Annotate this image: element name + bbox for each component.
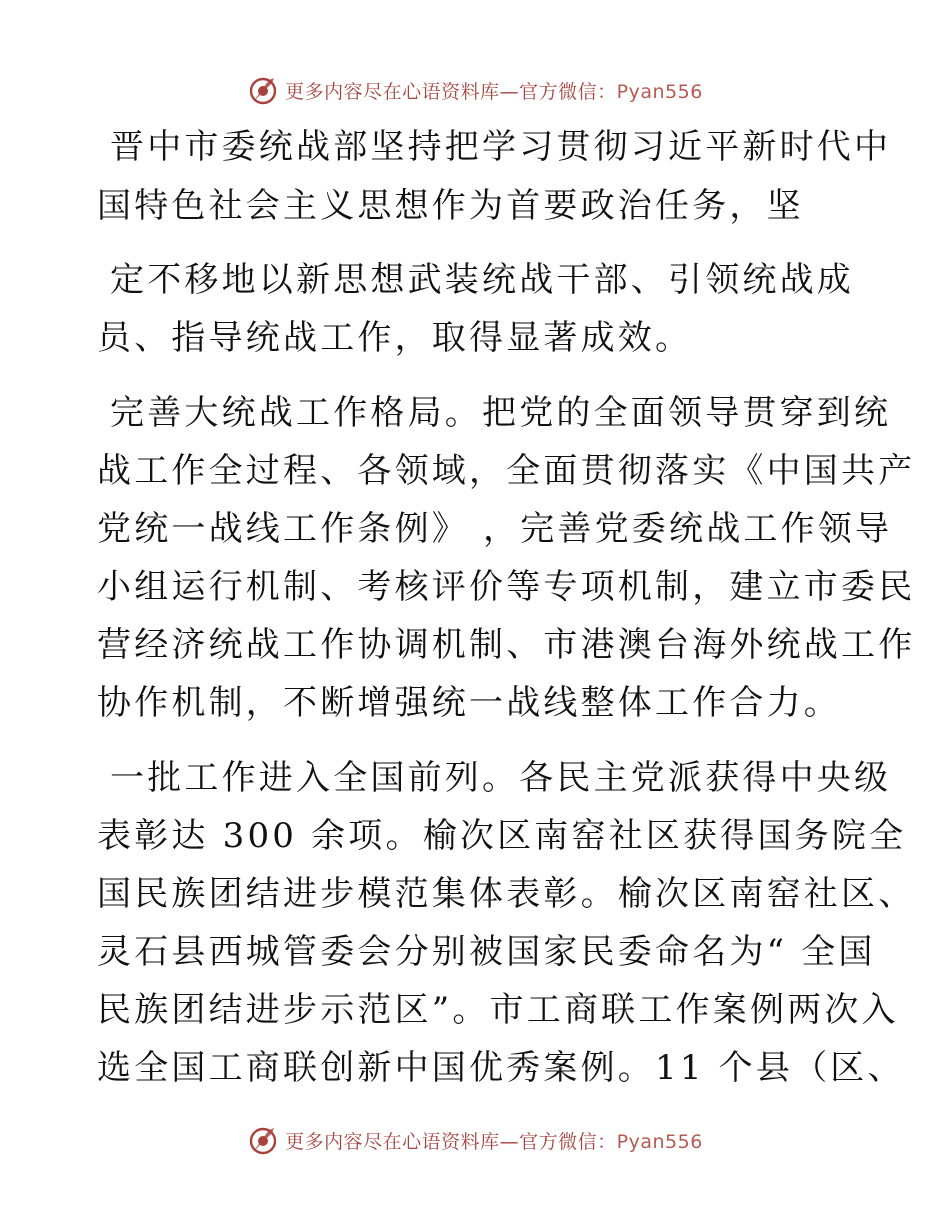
text-line: 晋中市委统战部坚持把学习贯彻习近平新时代中 bbox=[110, 127, 892, 167]
text-line: 协作机制，不断增强统一战线整体工作合力。 bbox=[97, 683, 841, 723]
feather-seal-logo-icon bbox=[247, 1124, 279, 1156]
footer-watermark bbox=[0, 1120, 950, 1160]
text-line: 战工作全过程、各领域，全面贯彻落实《中国共产 bbox=[97, 451, 916, 491]
feather-seal-logo-icon bbox=[247, 74, 279, 106]
text-line: 民族团结进步示范区”。市工商联工作案例两次入 bbox=[97, 990, 899, 1030]
text-line: 定不移地以新思想武装统战干部、引领统战成 bbox=[110, 260, 854, 300]
text-line: 党统一战线工作条例》 ，完善党委统战工作领导 bbox=[97, 509, 893, 549]
text-line: 完善大统战工作格局。把党的全面领导贯穿到统 bbox=[110, 393, 892, 433]
text-line: 灵石县西城管委会分别被国家民委命名为“ 全国 bbox=[97, 932, 876, 972]
text-line: 一批工作进入全国前列。各民主党派获得中央级 bbox=[110, 758, 892, 798]
text-line: 表彰达 300 余项。榆次区南窑社区获得国务院全 bbox=[97, 816, 907, 856]
text-line: 国特色社会主义思想作为首要政治任务，坚 bbox=[97, 186, 804, 226]
header-watermark bbox=[0, 70, 950, 110]
watermark-text: 更多内容尽在心语资料库—官方微信：Pyan556 bbox=[285, 80, 703, 103]
text-line: 小组运行机制、考核评价等专项机制，建立市委民 bbox=[97, 567, 916, 607]
text-line: 营经济统战工作协调机制、市港澳台海外统战工作 bbox=[97, 625, 916, 665]
text-line: 选全国工商联创新中国优秀案例。11 个县（区、 bbox=[97, 1048, 905, 1088]
watermark-text: 更多内容尽在心语资料库—官方微信：Pyan556 bbox=[285, 1130, 703, 1153]
text-line: 国民族团结进步模范集体表彰。榆次区南窑社区、 bbox=[97, 874, 916, 914]
text-line: 员、指导统战工作，取得显著成效。 bbox=[97, 318, 693, 358]
